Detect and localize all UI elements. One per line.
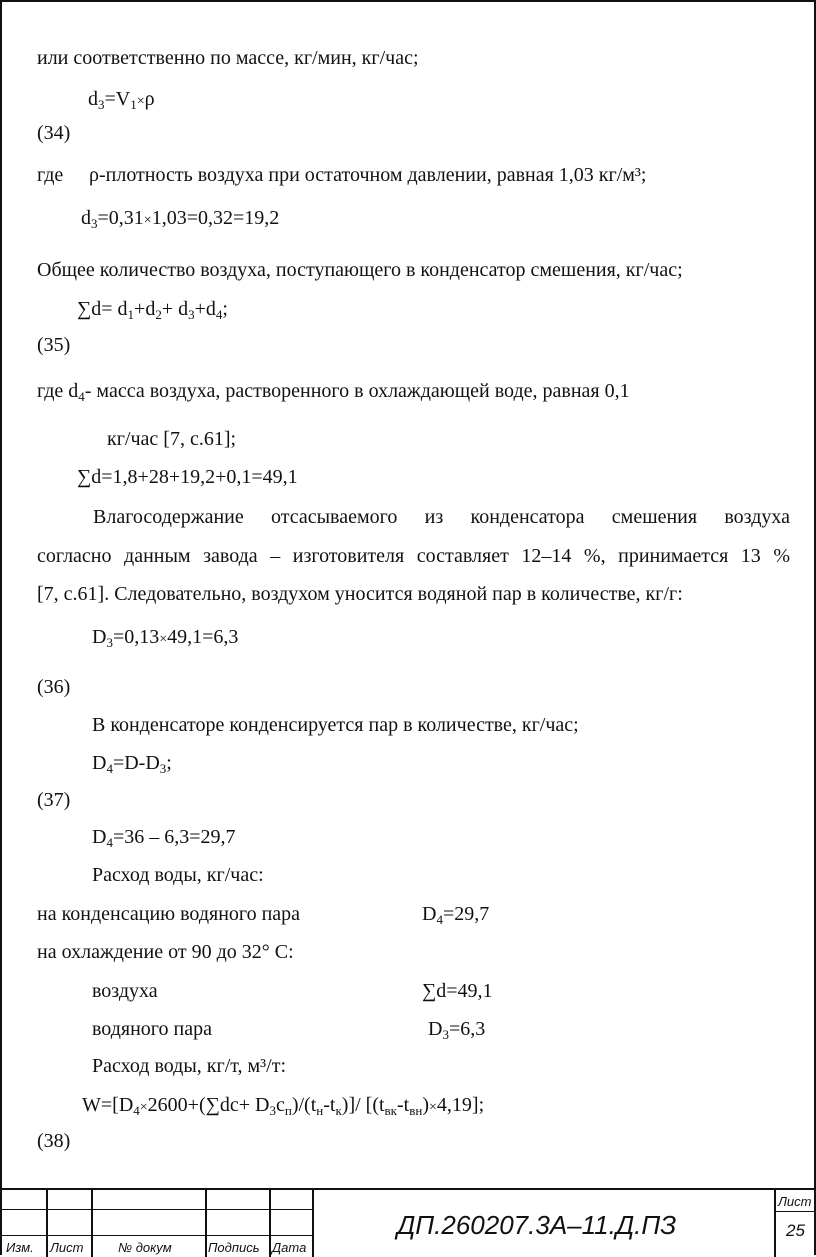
sheet-number: 25 [786,1221,805,1240]
formula-sum-d: $\sum d= d_1+d_2+ d_3+d_4$; [77,298,228,322]
text-line: воздуха [92,980,158,1002]
equation-number: (37) [37,789,71,811]
text-line: ρ-плотность воздуха при остаточном давлении, равная 1,03 кг/м³; [89,164,647,186]
text-line: на охлаждение от 90 до 32° С: [37,941,294,963]
text-line-d4: где $d_4-$ масса воздуха, растворенного в охлаждающей воде, равная 0,1 [37,380,630,404]
formula-D3: $D_3=0,13\times 49,1=6,3$ [92,626,239,650]
equation-number: (34) [37,122,71,144]
title-block [2,1188,816,1257]
sheet-label: Лист [778,1194,812,1209]
stamp-col-data: Дата [272,1240,307,1255]
paragraph-line: Влагосодержание отсасываемого из конденсатора смешения воздуха [93,506,790,528]
stamp-col-izm: Изм. [6,1240,34,1255]
equation-number: (36) [37,676,71,698]
value-D3: $D_3=6,3$ [428,1018,486,1042]
stamp-col-podpis: Подпись [208,1240,260,1255]
text-line: Общее количество воздуха, поступающего в конденсатор смешения, кг/час; [37,259,683,281]
text-line: Расход воды, кг/час: [92,864,264,886]
equation-number: (35) [37,334,71,356]
stamp-col-dokum: № докум [118,1240,172,1255]
stamp-col-list: Лист [50,1240,84,1255]
document-number: ДП.260207.3А–11.Д.ПЗ [397,1210,677,1240]
text-line: В конденсаторе конденсируется пар в количестве, кг/час; [92,714,579,736]
formula-d3-calculation: $d_3=0,31\times 1,03=0,32=19,2$ [81,207,280,231]
formula-sum-d-value: ∑d=1,8+28+19,2+0,1=49,1 [77,466,298,488]
text-line: или соответственно по массе, кг/мин, кг/час; [37,47,419,69]
text-line: кг/час [7, с.61]; [107,428,237,450]
value-D4: $D_4=29,7$ [422,903,490,927]
paragraph-line: [7, с.61]. Следовательно, воздухом уносится водяной пар в количестве, кг/г: [37,583,683,605]
text-line-where: где [37,164,64,186]
value-sum-d: ∑d=49,1 [422,980,493,1002]
formula-D4-value: $D_4=36 - 6,3=29,7$ [92,826,236,850]
text-line: водяного пара [92,1018,212,1040]
formula-d3-definition: $d_3=V_1\times\rho$ [88,88,155,112]
text-line: Расход воды, кг/т, м³/т: [92,1055,287,1077]
formula-W: $W=[D_4\times 2600+(\sum dc+ D_3c_п)/(t_н-t_к)]/$ $[(t_{вк}-t_{вн})\times 4,19]$; [82,1094,485,1118]
paragraph-line: согласно данным завода – изготовителя составляет 12–14 %, принимается 13 % [37,545,790,567]
text-line: на конденсацию водяного пара [37,903,301,925]
formula-D4-definition: $D_4=D-D_3$; [92,752,172,776]
equation-number: (38) [37,1130,71,1152]
